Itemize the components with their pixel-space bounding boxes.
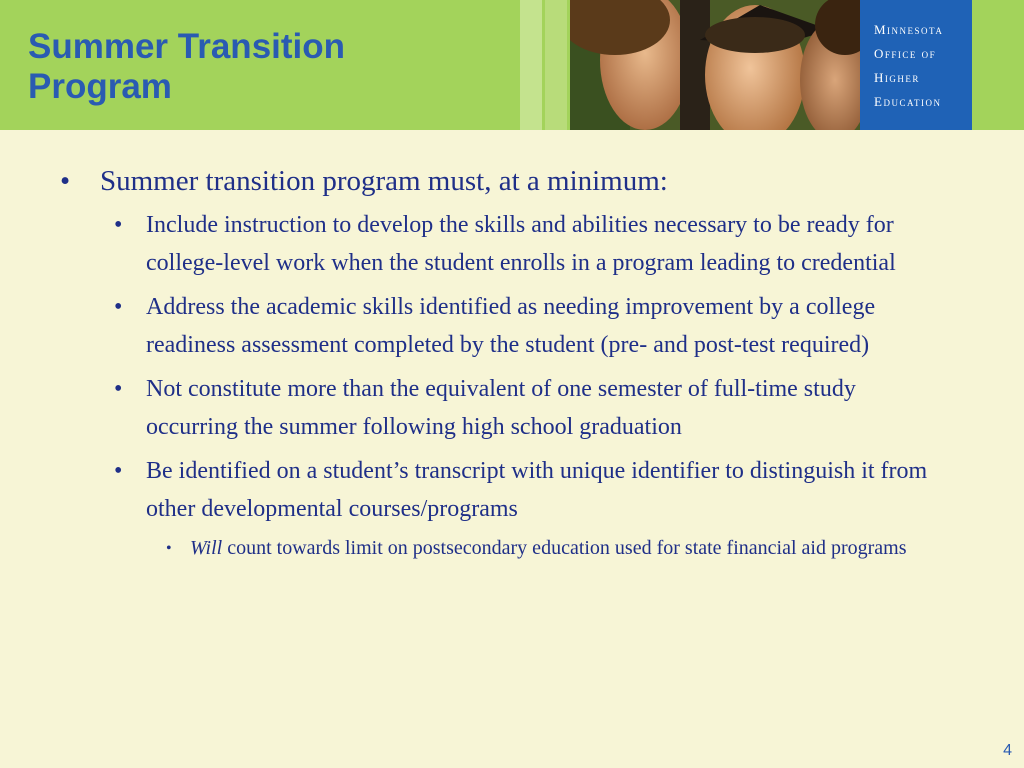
sub-bullet-list — [60, 206, 960, 528]
bullet-dot: • — [114, 294, 123, 320]
page-number: 4 — [1003, 742, 1012, 759]
bullet-dot: • — [114, 376, 123, 402]
bullet-dot: • — [114, 212, 123, 238]
title-line-2: Program — [28, 67, 172, 106]
slide-body — [60, 162, 960, 563]
logo-line-2: Office of — [874, 46, 937, 61]
header-bar — [0, 0, 1024, 130]
header-stripe — [520, 0, 542, 130]
bullet-dot: • — [60, 165, 71, 197]
bullet-dot: • — [166, 540, 172, 557]
logo-text — [874, 18, 943, 114]
header-stripe — [545, 0, 567, 130]
sub-bullet — [60, 288, 946, 364]
logo-line-4: Education — [874, 94, 942, 109]
sub-bullet — [60, 206, 946, 282]
main-bullet — [60, 162, 960, 200]
sub-bullet-text: Not constitute more than the equivalent of one semester of full-time study occurring the summer following high school graduation — [146, 376, 856, 440]
sub-bullet — [60, 370, 946, 446]
sub-sub-bullet-emphasis: Will — [190, 537, 223, 559]
logo-line-1: Minnesota — [874, 22, 944, 37]
sub-bullet — [60, 452, 946, 528]
slide-title — [28, 27, 528, 107]
sub-sub-bullet — [60, 534, 950, 563]
sub-sub-bullet-text: count towards limit on postsecondary education used for state financial aid programs — [222, 537, 907, 559]
main-bullet-text: Summer transition program must, at a minimum: — [100, 165, 668, 197]
mohe-logo — [860, 0, 972, 130]
sub-bullet-text: Address the academic skills identified as needing improvement by a college readiness assessment completed by the student (pre- and post-test required) — [146, 294, 876, 358]
title-line-1: Summer Transition — [28, 27, 346, 66]
header-photo — [570, 0, 860, 130]
students-photo-image — [570, 0, 860, 130]
bullet-dot: • — [114, 458, 123, 484]
sub-bullet-text: Be identified on a student’s transcript with unique identifier to distinguish it from other developmental courses/programs — [146, 458, 928, 522]
logo-line-3: Higher — [874, 70, 920, 85]
sub-bullet-text: Include instruction to develop the skills and abilities necessary to be ready for college-level work when the student enrolls in a program leading to credential — [146, 212, 896, 276]
